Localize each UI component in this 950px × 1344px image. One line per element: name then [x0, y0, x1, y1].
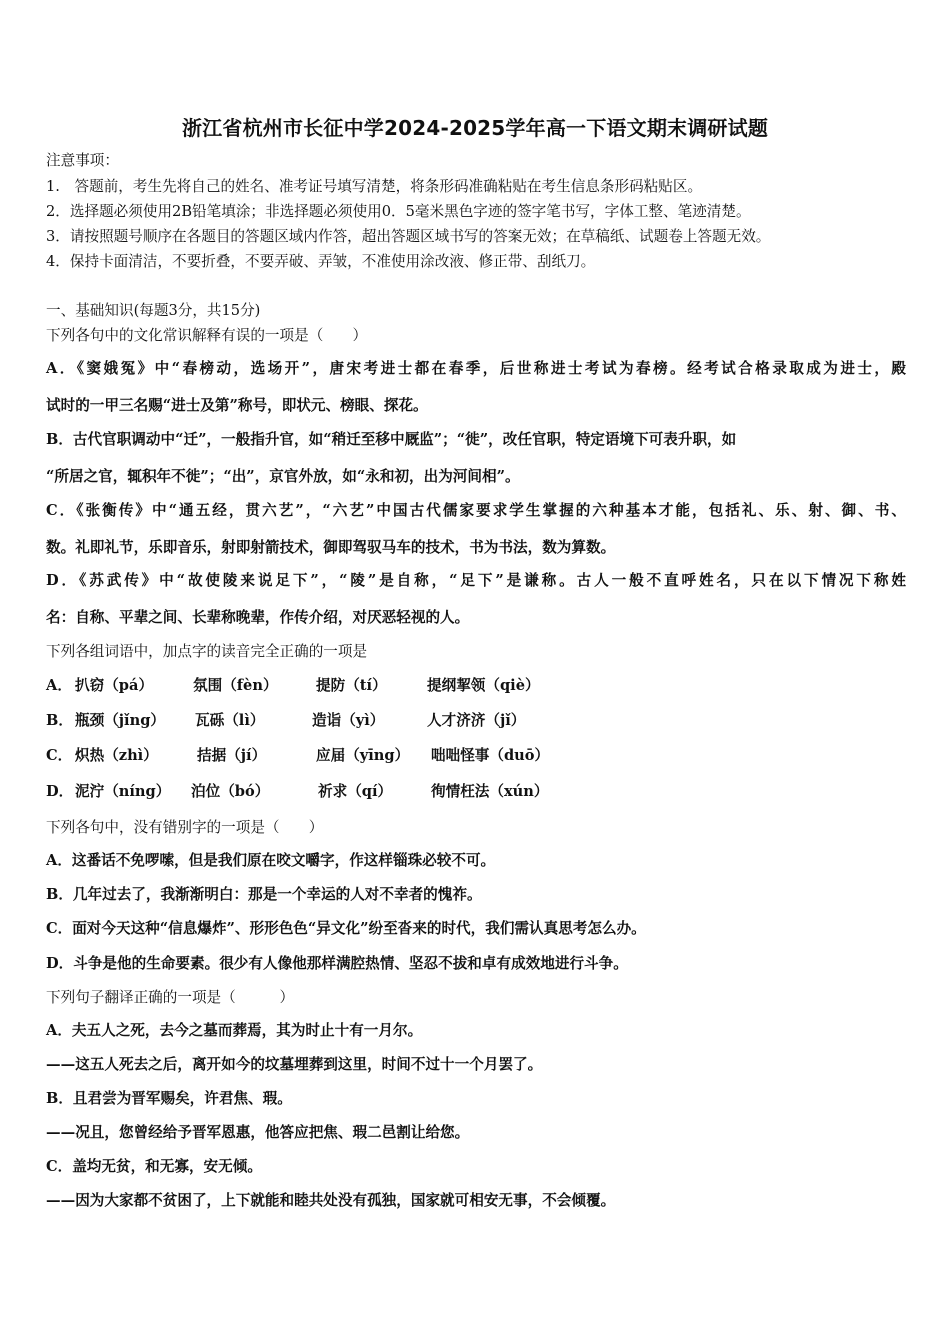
q2-d-label: D． — [46, 783, 74, 800]
q1-option-a-line1: A．《窦娥冤》中“春榜动，选场开”，唐宋考进士都在春季，后世称进士考试为春榜。经考试合格录取成为进士，殿 — [46, 360, 906, 377]
q1-option-d-line1: D．《苏武传》中“故使陵来说足下”，“陵”是自称，“足下”是谦称。古人一般不直呼姓名，只在以下情况下称姓 — [46, 572, 906, 589]
q2-a-word-4: 提纲挈领（qiè） — [427, 677, 540, 694]
q2-b-word-1: 瓶颈（jǐng） — [75, 712, 166, 729]
q1-option-b-line1: B．古代官职调动中“迁”，一般指升官，如“稍迁至移中厩监”；“徙”，改任官职，特定语境下可表升职，如 — [46, 431, 737, 448]
q3-option-a: A．这番话不免啰嗦，但是我们原在咬文嚼字，作这样锱珠必较不可。 — [46, 852, 496, 869]
q2-a-word-1: 扒窃（pá） — [75, 677, 154, 694]
q2-b-label: B． — [46, 712, 73, 729]
q2-a-label: A． — [46, 677, 72, 694]
q4-option-a: A．夫五人之死，去今之墓而葬焉，其为时止十有一月尔。 — [46, 1022, 423, 1039]
q1-option-b-line2: “所居之官，辄积年不徙”；“出”，京官外放，如“永和初，出为河间相”。 — [46, 468, 520, 485]
q2-b-word-3: 造诣（yì） — [312, 712, 385, 729]
q3-option-c: C．面对今天这种“信息爆炸”、形形色色“异文化”纷至沓来的时代，我们需认真思考怎么办。 — [46, 920, 646, 937]
q4-stem: 下列句子翻译正确的一项是（ ） — [46, 989, 295, 1006]
q1-option-c-line1: C．《张衡传》中“通五经，贯六艺”，“六艺”中国古代儒家要求学生掌握的六种基本才能，包括礼、乐、射、御、书、 — [46, 502, 906, 519]
q2-c-word-3: 应届（yīng） — [316, 747, 410, 764]
q1-stem: 下列各句中的文化常识解释有误的一项是（ ） — [46, 327, 368, 344]
q2-a-word-2: 氛围（fèn） — [193, 677, 278, 694]
q3-option-d: D．斗争是他的生命要素。很少有人像他那样满腔热情、坚忍不拔和卓有成效地进行斗争。 — [46, 955, 628, 972]
q2-a-word-3: 提防（tí） — [316, 677, 387, 694]
q2-d-word-4: 徇情枉法（xún） — [431, 783, 549, 800]
q1-option-c-line2: 数。礼即礼节，乐即音乐，射即射箭技术，御即驾驭马车的技术，书为书法，数为算数。 — [46, 539, 616, 556]
q2-d-word-1: 泥泞（níng） — [75, 783, 171, 800]
notice-heading: 注意事项： — [46, 152, 119, 169]
q2-c-label: C． — [46, 747, 73, 764]
q2-stem: 下列各组词语中，加点字的读音完全正确的一项是 — [46, 643, 368, 660]
notice-item-1: 1. 答题前，考生先将自己的姓名、准考证号填写清楚，将条形码准确粘贴在考生信息条形码粘贴区。 — [46, 178, 703, 195]
section-heading: 一、基础知识(每题3分，共15分) — [46, 302, 261, 319]
page-title: 浙江省杭州市长征中学2024-2025学年高一下语文期末调研试题 — [181, 116, 769, 140]
q2-b-word-4: 人才济济（jǐ） — [427, 712, 526, 729]
q2-d-word-2: 泊位（bó） — [191, 783, 270, 800]
notice-item-4: 4．保持卡面清洁，不要折叠，不要弄破、弄皱，不准使用涂改液、修正带、刮纸刀。 — [46, 253, 596, 270]
q2-c-word-2: 拮据（jí） — [197, 747, 267, 764]
q1-option-a-line2: 试时的一甲三名赐“进士及第”称号，即状元、榜眼、探花。 — [46, 397, 428, 414]
q4-option-a-translation: ——这五人死去之后，离开如今的坟墓埋葬到这里，时间不过十一个月罢了。 — [46, 1056, 543, 1073]
q2-c-word-4: 咄咄怪事（duō） — [431, 747, 550, 764]
notice-item-3: 3．请按照题号顺序在各题目的答题区域内作答，超出答题区域书写的答案无效；在草稿纸、试题卷上答题无效。 — [46, 228, 771, 245]
q4-option-c: C．盖均无贫，和无寡，安无倾。 — [46, 1158, 262, 1175]
q3-stem: 下列各句中，没有错别字的一项是（ ） — [46, 819, 324, 836]
q1-option-d-line2: 名：自称、平辈之间、长辈称晚辈，作传介绍，对厌恶轻视的人。 — [46, 609, 470, 626]
q4-option-b: B．且君尝为晋军赐矣，许君焦、瑕。 — [46, 1090, 292, 1107]
q4-option-c-translation: ——因为大家都不贫困了，上下就能和睦共处没有孤独，国家就可相安无事，不会倾覆。 — [46, 1192, 616, 1209]
q4-option-b-translation: ——况且，您曾经给予晋军恩惠，他答应把焦、瑕二邑割让给您。 — [46, 1124, 470, 1141]
q2-d-word-3: 祈求（qí） — [318, 783, 393, 800]
q2-b-word-2: 瓦砾（lì） — [195, 712, 265, 729]
q3-option-b: B．几年过去了，我渐渐明白：那是一个幸运的人对不幸者的愧祚。 — [46, 886, 482, 903]
notice-item-2: 2．选择题必须使用2B铅笔填涂；非选择题必须使用0．5毫米黑色字迹的签字笔书写，字体工整、笔迹清楚。 — [46, 203, 751, 220]
q2-c-word-1: 炽热（zhì） — [75, 747, 158, 764]
